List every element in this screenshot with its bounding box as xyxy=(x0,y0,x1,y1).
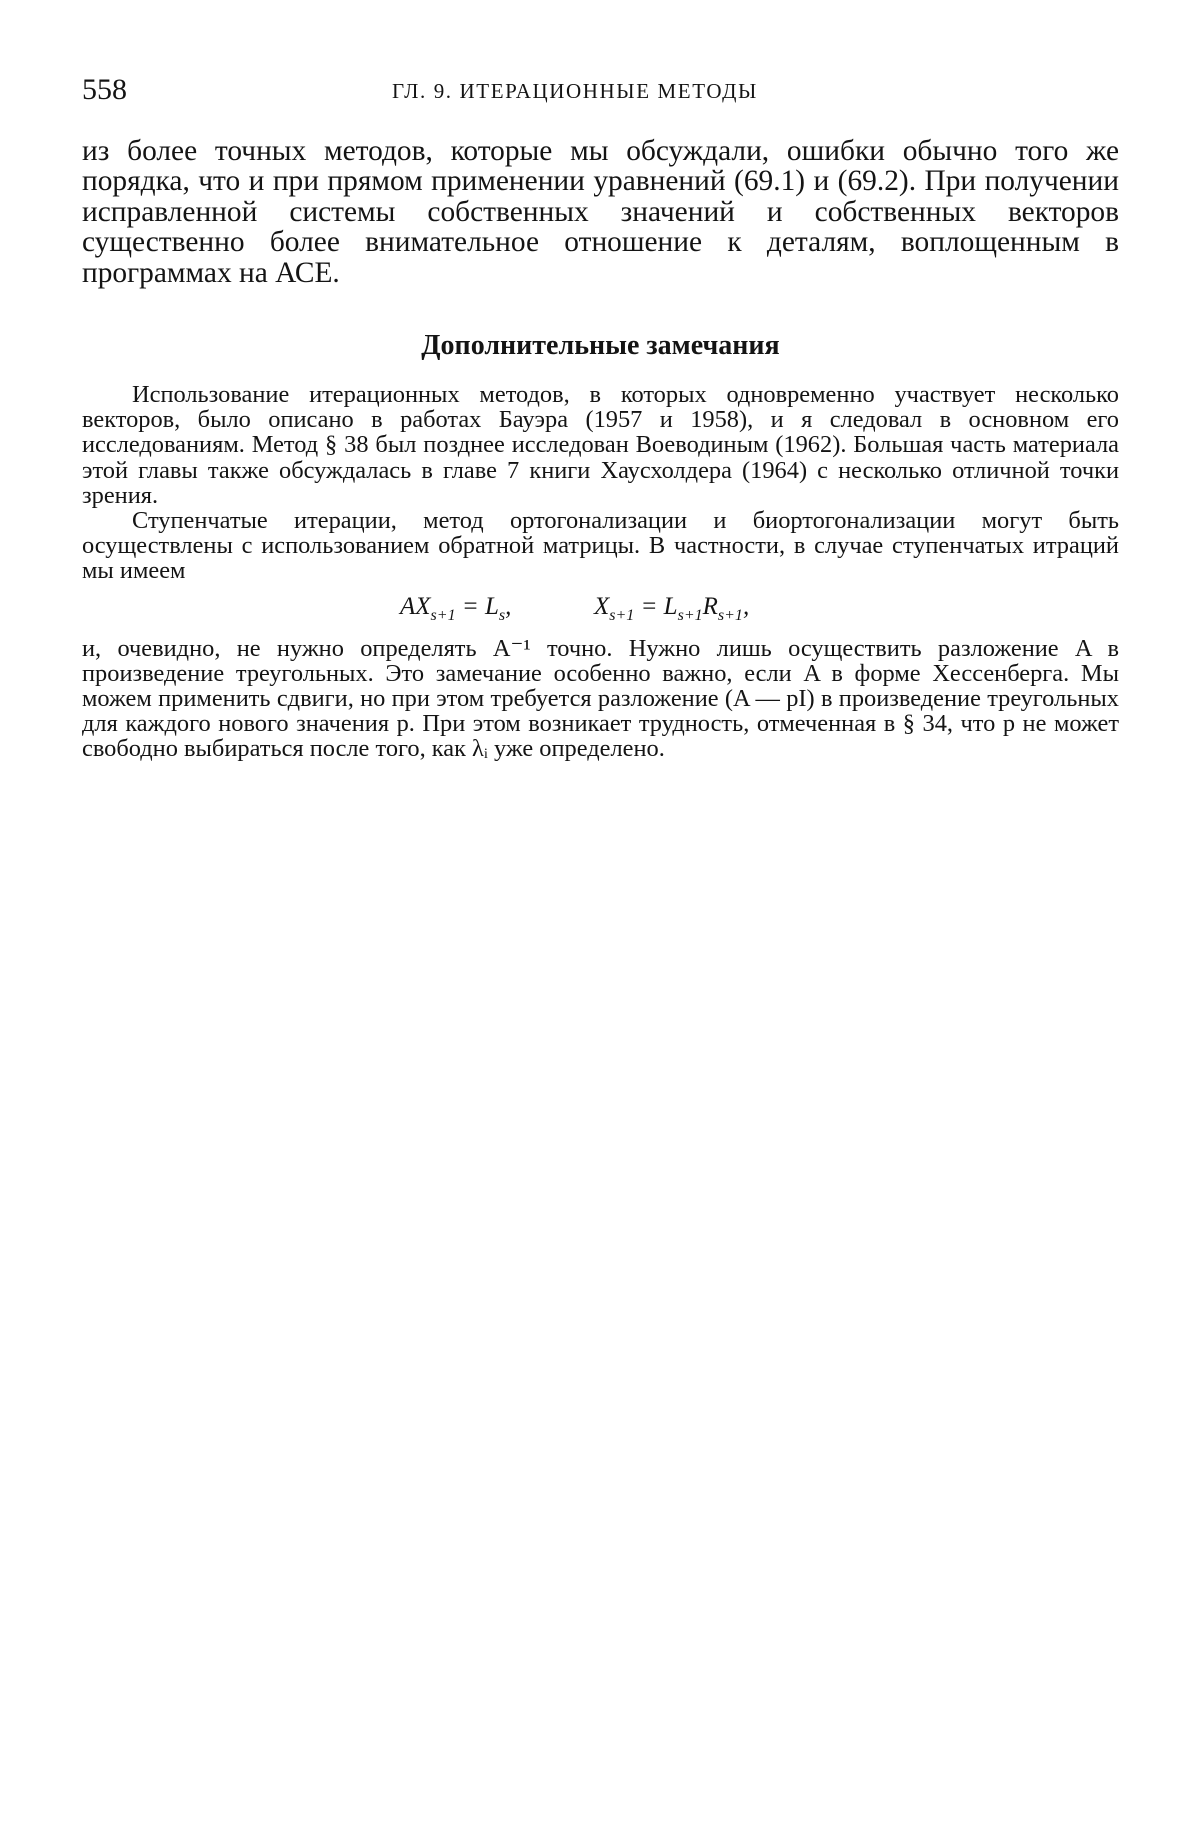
display-formula xyxy=(82,584,1119,636)
chapter-title: ГЛ. 9. ИТЕРАЦИОННЫЕ МЕТОДЫ xyxy=(392,79,758,103)
section-heading: Дополнительные замечания xyxy=(421,330,780,361)
page-number: 558 xyxy=(82,73,127,106)
body-paragraph: из более точных методов, которые мы обсуждали, ошибки обычно того же порядка, что и при прямом применении уравнений (69.1) и (69.2). При получении исправленной системы собственных значений и собственных векторов существенно более внимательное отношение к деталям, воплощенным в программах на АСЕ. xyxy=(82,135,1119,289)
notes-paragraph-2: Ступенчатые итерации, метод ортогонализации и биортогонализации могут быть осуществлены с использованием обратной матрицы. В частности, в случае ступенчатых итраций мы имеем xyxy=(82,507,1119,585)
notes-paragraph-3: и, очевидно, не нужно определять A⁻¹ точно. Нужно лишь осуществить разложение A в произведение треугольных. Это замечание особенно важно, если A в форме Хессенберга. Мы можем применить сдвиги, но при этом требуется разложение (A — pI) в произведение треугольных для каждого нового значения p. При этом возникает трудность, отмеченная в § 34, что p не может свободно выбираться после того, как λᵢ уже определено. xyxy=(82,634,1119,763)
running-head xyxy=(82,72,1142,112)
notes-paragraph-1: Использование итерационных методов, в которых одновременно участвует несколько векторов, было описано в работах Бауэра (1957 и 1958), и я следовал в основном его исследованиям. Метод § 38 был позднее исследован Воеводиным (1962). Большая часть материала этой главы также обсуждалась в главе 7 книги Хаусхолдера (1964) с несколько отличной точки зрения. xyxy=(82,381,1119,509)
formula-left: $AX_{s+1} = L_s$, xyxy=(400,592,512,624)
formula-right: $X_{s+1} = L_{s+1}R_{s+1}$, xyxy=(594,592,750,624)
notes-section xyxy=(82,382,1119,762)
